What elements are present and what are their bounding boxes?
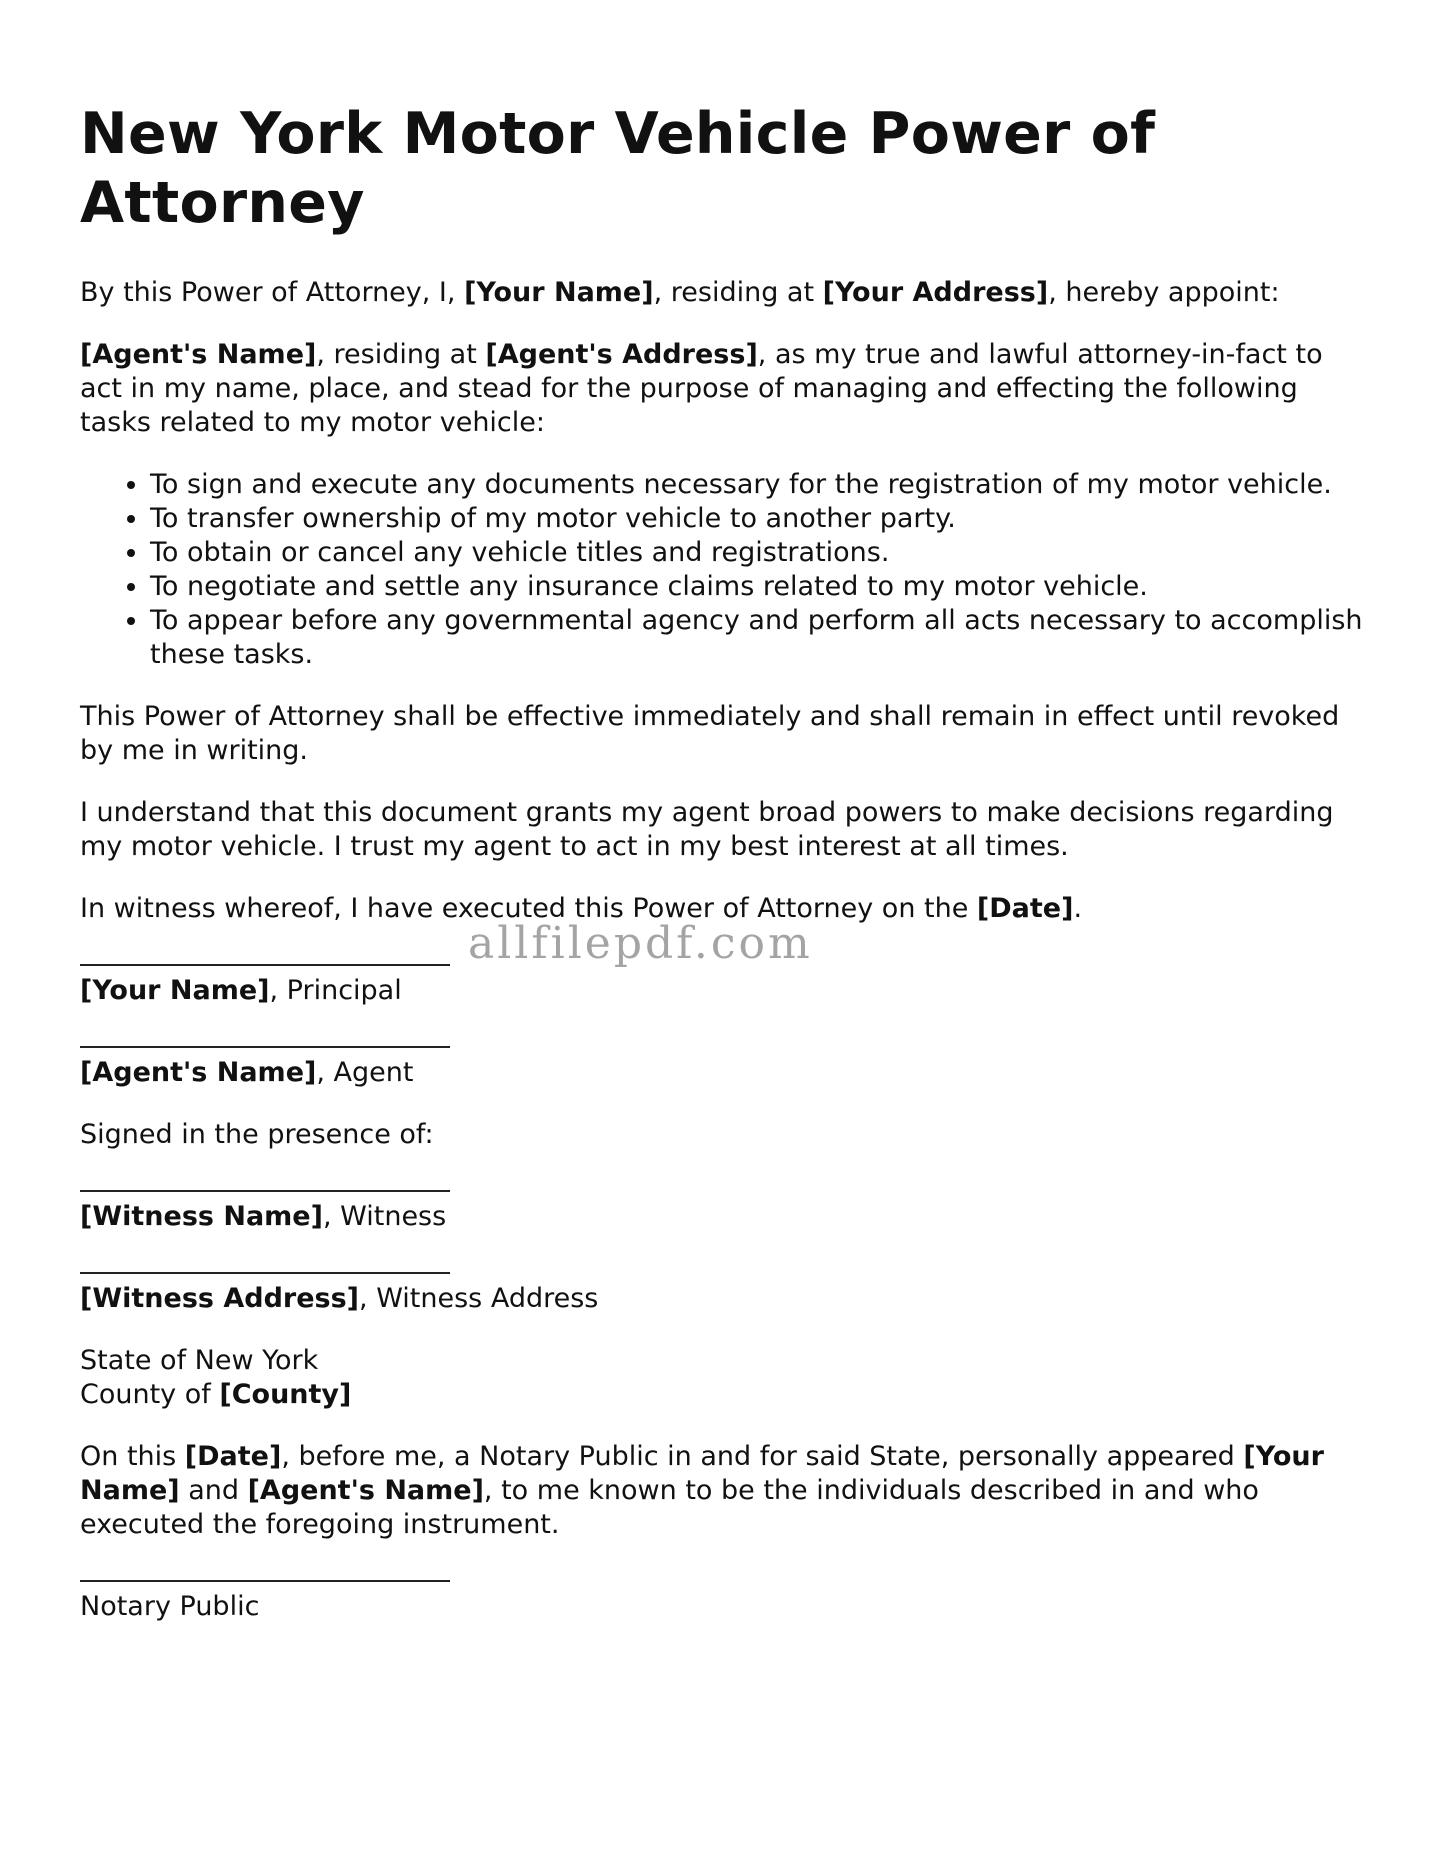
witness-whereof-text: In witness whereof, I have executed this Power of Attorney on the	[80, 893, 977, 924]
signature-line	[80, 1046, 450, 1048]
intro-text: By this Power of Attorney, I,	[80, 277, 465, 308]
signature-line	[80, 1272, 450, 1274]
witness-whereof-text: .	[1073, 893, 1083, 924]
notary-signature-block	[80, 1580, 1370, 1624]
agent-signature-block	[80, 1046, 1370, 1090]
agent-address-placeholder: [Agent's Address]	[485, 339, 758, 370]
agent-name-placeholder: [Agent's Name]	[247, 1475, 484, 1506]
notary-text: and	[179, 1475, 248, 1506]
witness-whereof-paragraph	[80, 892, 1370, 926]
task-list-item: • To obtain or cancel any vehicle titles and registrations.	[150, 536, 1370, 570]
task-list-item: • To negotiate and settle any insurance claims related to my motor vehicle.	[150, 570, 1370, 604]
watermark: allfilepdf.com	[468, 918, 813, 969]
signature-role: , Agent	[316, 1057, 414, 1088]
witness-signature-label	[80, 1200, 1370, 1234]
document-title: New York Motor Vehicle Power of Attorney	[80, 101, 1156, 236]
principal-signature-label	[80, 974, 1370, 1008]
effective-paragraph: This Power of Attorney shall be effective immediately and shall remain in effect until revoked by me in writing.	[80, 701, 1340, 766]
signature-line	[80, 964, 450, 966]
witness-address-placeholder: [Witness Address]	[80, 1283, 360, 1314]
witness-name-placeholder: [Witness Name]	[80, 1201, 323, 1232]
notary-text: , to me known to be the individuals described in and who executed the foregoing instrument.	[80, 1475, 1259, 1540]
understand-paragraph: I understand that this document grants my agent broad powers to make decisions regarding my motor vehicle. I trust my agent to act in my best interest at all times.	[80, 797, 1334, 862]
intro-text: , residing at	[653, 277, 823, 308]
agent-signature-label	[80, 1056, 1370, 1090]
witness-address-block	[80, 1272, 1370, 1316]
agent-name-placeholder: [Agent's Name]	[80, 339, 317, 370]
witness-address-label	[80, 1282, 1370, 1316]
notary-signature-label: Notary Public	[80, 1591, 260, 1622]
document-page	[80, 100, 1370, 1652]
task-list-item: • To appear before any governmental agency and perform all acts necessary to accomplish these tasks.	[150, 604, 1370, 672]
principal-name-placeholder: [Your Name]	[80, 975, 270, 1006]
signature-line	[80, 1580, 450, 1582]
principal-signature-block	[80, 964, 1370, 1008]
agent-text: , as my true and lawful attorney-in-fact to act in my name, place, and stead for the purpose of managing and effecting the following tasks related to my motor vehicle:	[80, 339, 1323, 438]
witness-signature-block	[80, 1190, 1370, 1234]
state-line: State of New York	[80, 1345, 319, 1376]
task-list	[80, 468, 1370, 672]
notary-text: On this	[80, 1441, 185, 1472]
signature-line	[80, 1190, 450, 1192]
notary-paragraph	[80, 1440, 1370, 1542]
task-list-item: • To transfer ownership of my motor vehicle to another party.	[150, 502, 1370, 536]
signature-role: , Principal	[269, 975, 402, 1006]
date-placeholder: [Date]	[976, 893, 1074, 924]
intro-paragraph	[80, 276, 1370, 310]
principal-name-placeholder: [Your Name]	[80, 1441, 1324, 1506]
signature-role: , Witness	[322, 1201, 447, 1232]
agent-name-placeholder: [Agent's Name]	[80, 1057, 317, 1088]
presence-text: Signed in the presence of:	[80, 1119, 434, 1150]
county-placeholder: [County]	[219, 1379, 352, 1410]
principal-address-placeholder: [Your Address]	[822, 277, 1049, 308]
notary-text: , before me, a Notary Public in and for said State, personally appeared	[281, 1441, 1244, 1472]
task-list-item: • To sign and execute any documents necessary for the registration of my motor vehicle.	[150, 468, 1370, 502]
agent-paragraph	[80, 338, 1370, 440]
agent-text: , residing at	[316, 339, 486, 370]
signature-role: , Witness Address	[359, 1283, 599, 1314]
intro-text: , hereby appoint:	[1048, 277, 1280, 308]
date-placeholder: [Date]	[184, 1441, 282, 1472]
venue-block	[80, 1344, 1370, 1412]
principal-name-placeholder: [Your Name]	[464, 277, 654, 308]
county-prefix: County of	[80, 1379, 220, 1410]
